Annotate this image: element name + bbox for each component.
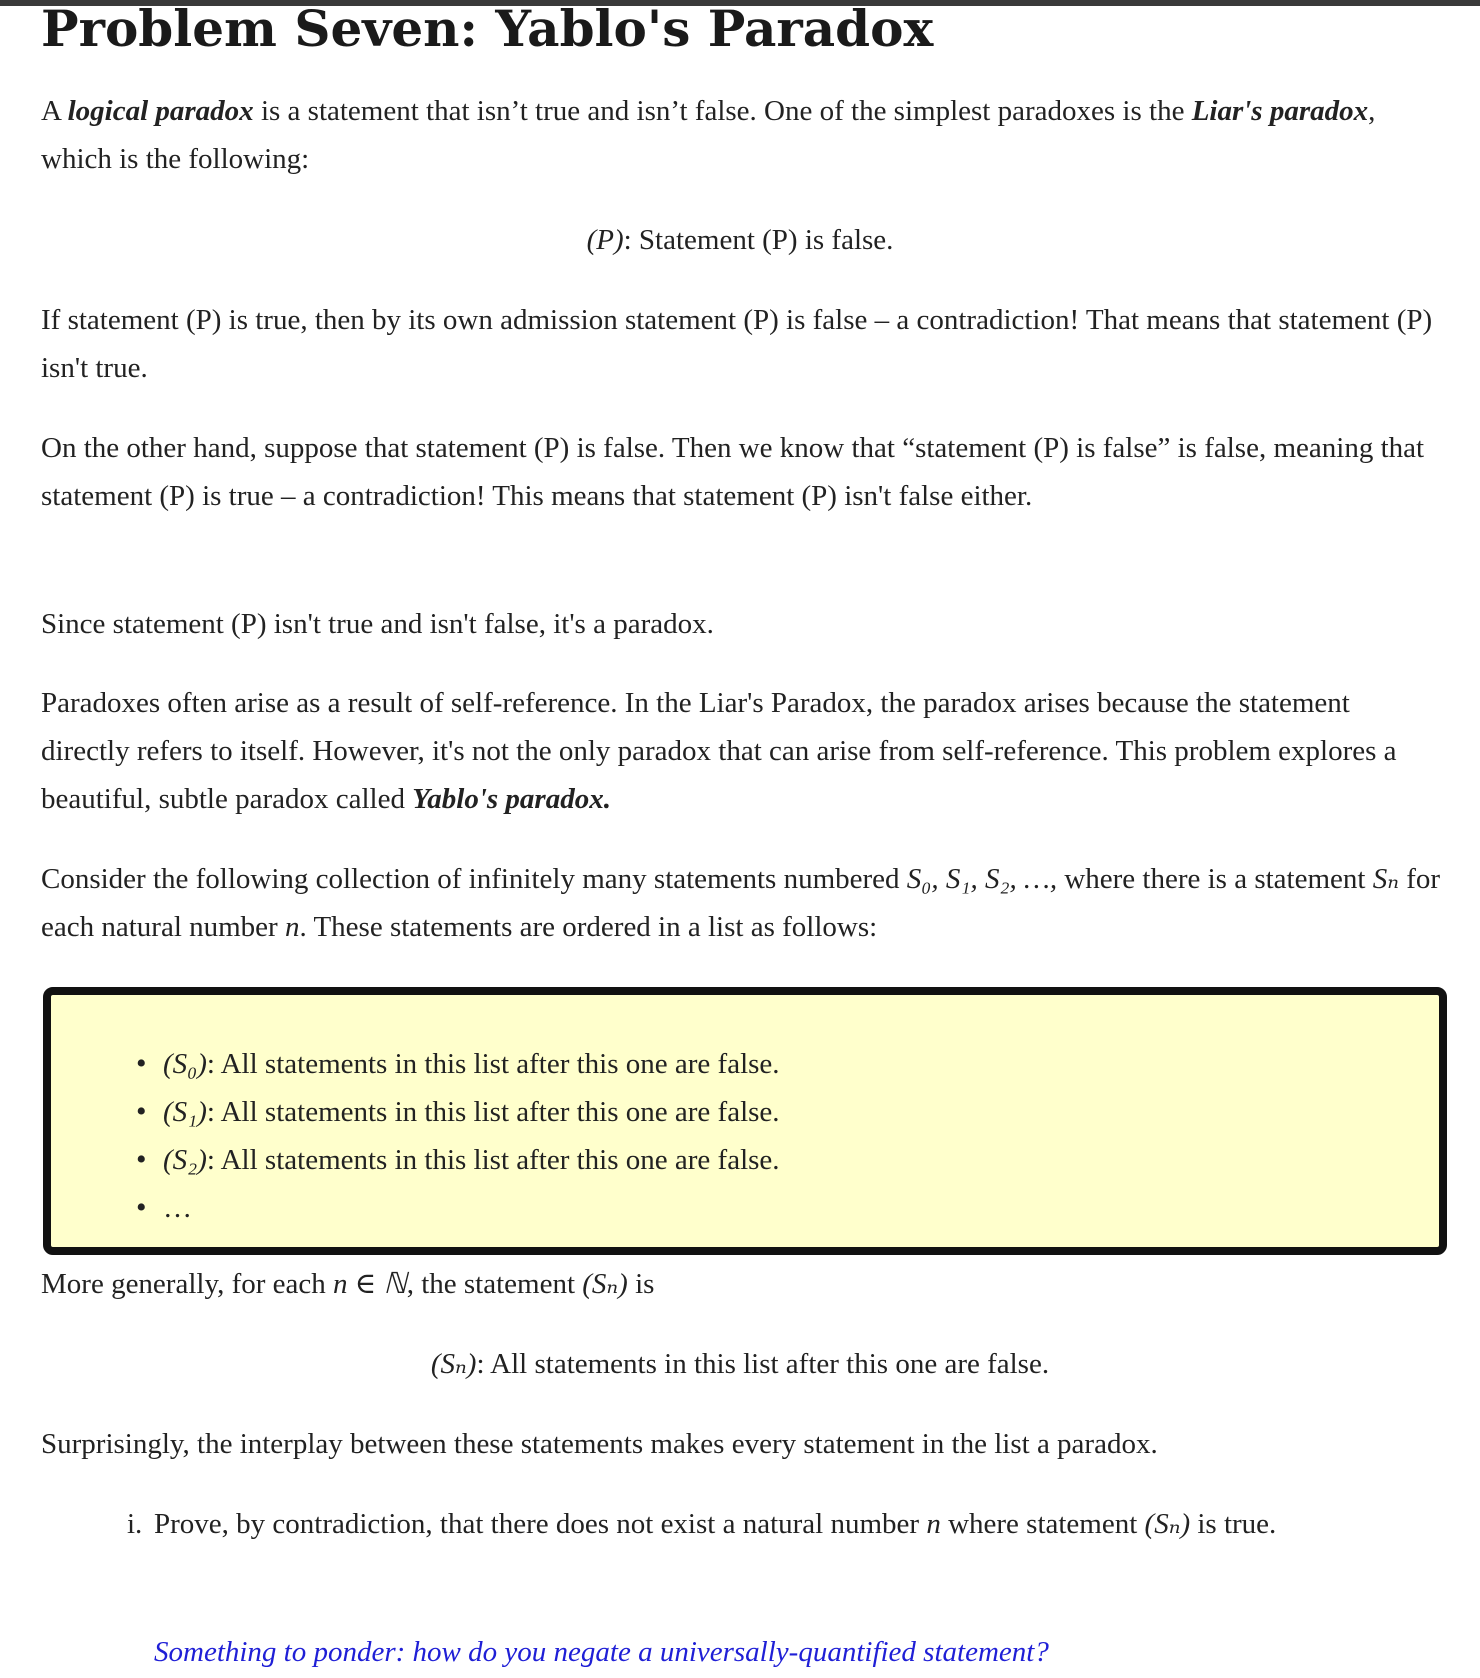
statement-sn-ref: (Sₙ) <box>582 1268 628 1300</box>
statement-list <box>136 1040 780 1232</box>
variable-n: n <box>926 1508 941 1540</box>
page-title: Problem Seven: Yablo's Paradox <box>41 0 934 58</box>
statement-item: • (S₂): All statements in this list after this one are false. <box>136 1136 780 1184</box>
statement-sequence: S₀, S₁, S₂, …, <box>906 863 1058 895</box>
general-statement-text: : All statements in this list after this one are false. <box>476 1348 1050 1380</box>
variable-n: n <box>284 911 300 943</box>
term-yablos-paradox: Yablo's paradox. <box>412 783 611 815</box>
paragraph-surprise: Surprisingly, the interplay between these statements makes every statement in the list a paradox. <box>41 1428 1158 1460</box>
statement-list-box <box>43 987 1447 1255</box>
statement-sn: Sₙ <box>1372 863 1399 895</box>
statement-item-ellipsis: • … <box>136 1184 780 1232</box>
problem-item-i: i. Prove, by contradiction, that there does not exist a natural number n where statement (Sₙ) is true. <box>127 1500 1474 1548</box>
paragraph-if-true: If statement (P) is true, then by its own admission statement (P) is false – a contradiction! That means that statement (P) isn't true. <box>41 304 1433 384</box>
statement-item: • (S₁): All statements in this list after this one are false. <box>136 1088 780 1136</box>
intro-paragraph: A logical paradox is a statement that isn’t true and isn’t false. One of the simplest paradoxes is the Liar's paradox, which is the following: <box>41 95 1376 175</box>
paragraph-consider: Consider the following collection of infinitely many statements numbered S₀, S₁, S₂, …, where there is a statement Sₙ for each natural number n. These statements are ordered in a list as follows: <box>41 863 1441 943</box>
general-statement-label: (Sₙ) <box>430 1348 477 1380</box>
paragraph-self-reference: Paradoxes often arise as a result of self-reference. In the Liar's Paradox, the paradox arises because the statement directly refers to itself. However, it's not the only paradox that can arise from self-reference. This problem explores a beautiful, subtle paradox called Yablo's paradox. <box>41 687 1397 815</box>
paragraph-since: Since statement (P) isn't true and isn't false, it's a paradox. <box>41 608 714 640</box>
term-logical-paradox: logical paradox <box>67 95 254 127</box>
statement-item: • (S₀): All statements in this list after this one are false. <box>136 1040 780 1088</box>
liar-statement-text: : Statement (P) is false. <box>623 224 894 256</box>
liar-statement-label: (P) <box>586 224 624 256</box>
paragraph-general: More generally, for each n ∈ ℕ, the statement (Sₙ) is <box>41 1268 655 1300</box>
ponder-hint: Something to ponder: how do you negate a universally-quantified statement? <box>154 1636 1049 1668</box>
paragraph-if-false: On the other hand, suppose that statement (P) is false. Then we know that “statement (P) is false” is false, meaning that statement (P) is true – a contradiction! This means that statement (P) isn't false either. <box>41 432 1425 512</box>
problem-number: i. <box>127 1508 143 1540</box>
condition-n-in-naturals: n ∈ ℕ <box>333 1268 407 1300</box>
term-liars-paradox: Liar's paradox <box>1191 95 1369 127</box>
liar-statement <box>0 216 1480 264</box>
general-statement <box>0 1340 1480 1388</box>
statement-sn-ref: (Sₙ) <box>1144 1508 1191 1540</box>
